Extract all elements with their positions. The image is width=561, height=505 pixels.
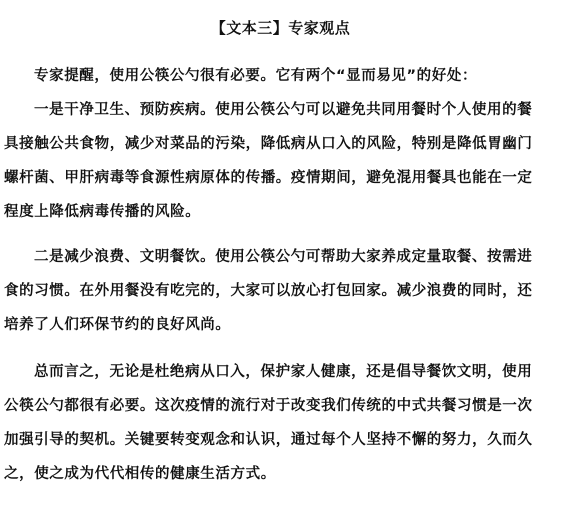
paragraph-line: 具接触公共食物，减少对菜品的污染，降低病从口入的风险，特别是降低胃幽门 [4, 136, 533, 152]
paragraph-line: 之，使之成为代代相传的健康生活方式。 [4, 466, 276, 482]
paragraph-line: 培养了人们环保节约的良好风尚。 [4, 317, 231, 333]
paragraph-line: 加强引导的契机。关键要转变观念和认识，通过每个人坚持不懈的努力，久而久 [4, 432, 533, 448]
paragraph-conclusion [4, 355, 557, 491]
paragraph-line: 螺杆菌、甲肝病毒等食源性病原体的传播。疫情期间，避免混用餐具也能在一定 [4, 170, 533, 186]
paragraph-line: 专家提醒，使用公筷公勺很有必要。它有两个“显而易见”的好处： [34, 68, 478, 84]
paragraph-benefit-one [4, 93, 557, 229]
paragraph-benefit-two [4, 240, 557, 342]
paragraph-line: 二是减少浪费、文明餐饮。使用公筷公勺可帮助大家养成定量取餐、按需进 [34, 249, 533, 265]
paragraph-line: 食的习惯。在外用餐没有吃完的，大家可以放心打包回家。减少浪费的同时，还 [4, 283, 533, 299]
paragraph-line: 公筷公勺都很有必要。这次疫情的流行对于改变我们传统的中式共餐习惯是一次 [4, 398, 533, 414]
paragraph-line: 一是干净卫生、预防疾病。使用公筷公勺可以避免共同用餐时个人使用的餐 [34, 102, 533, 118]
section-title: 【文本三】专家观点 [210, 19, 351, 37]
paragraph-intro [4, 59, 557, 93]
paragraph-line: 程度上降低病毒传播的风险。 [4, 204, 201, 220]
paragraph-line: 总而言之，无论是杜绝病从口入，保护家人健康，还是倡导餐饮文明，使用 [34, 364, 533, 380]
